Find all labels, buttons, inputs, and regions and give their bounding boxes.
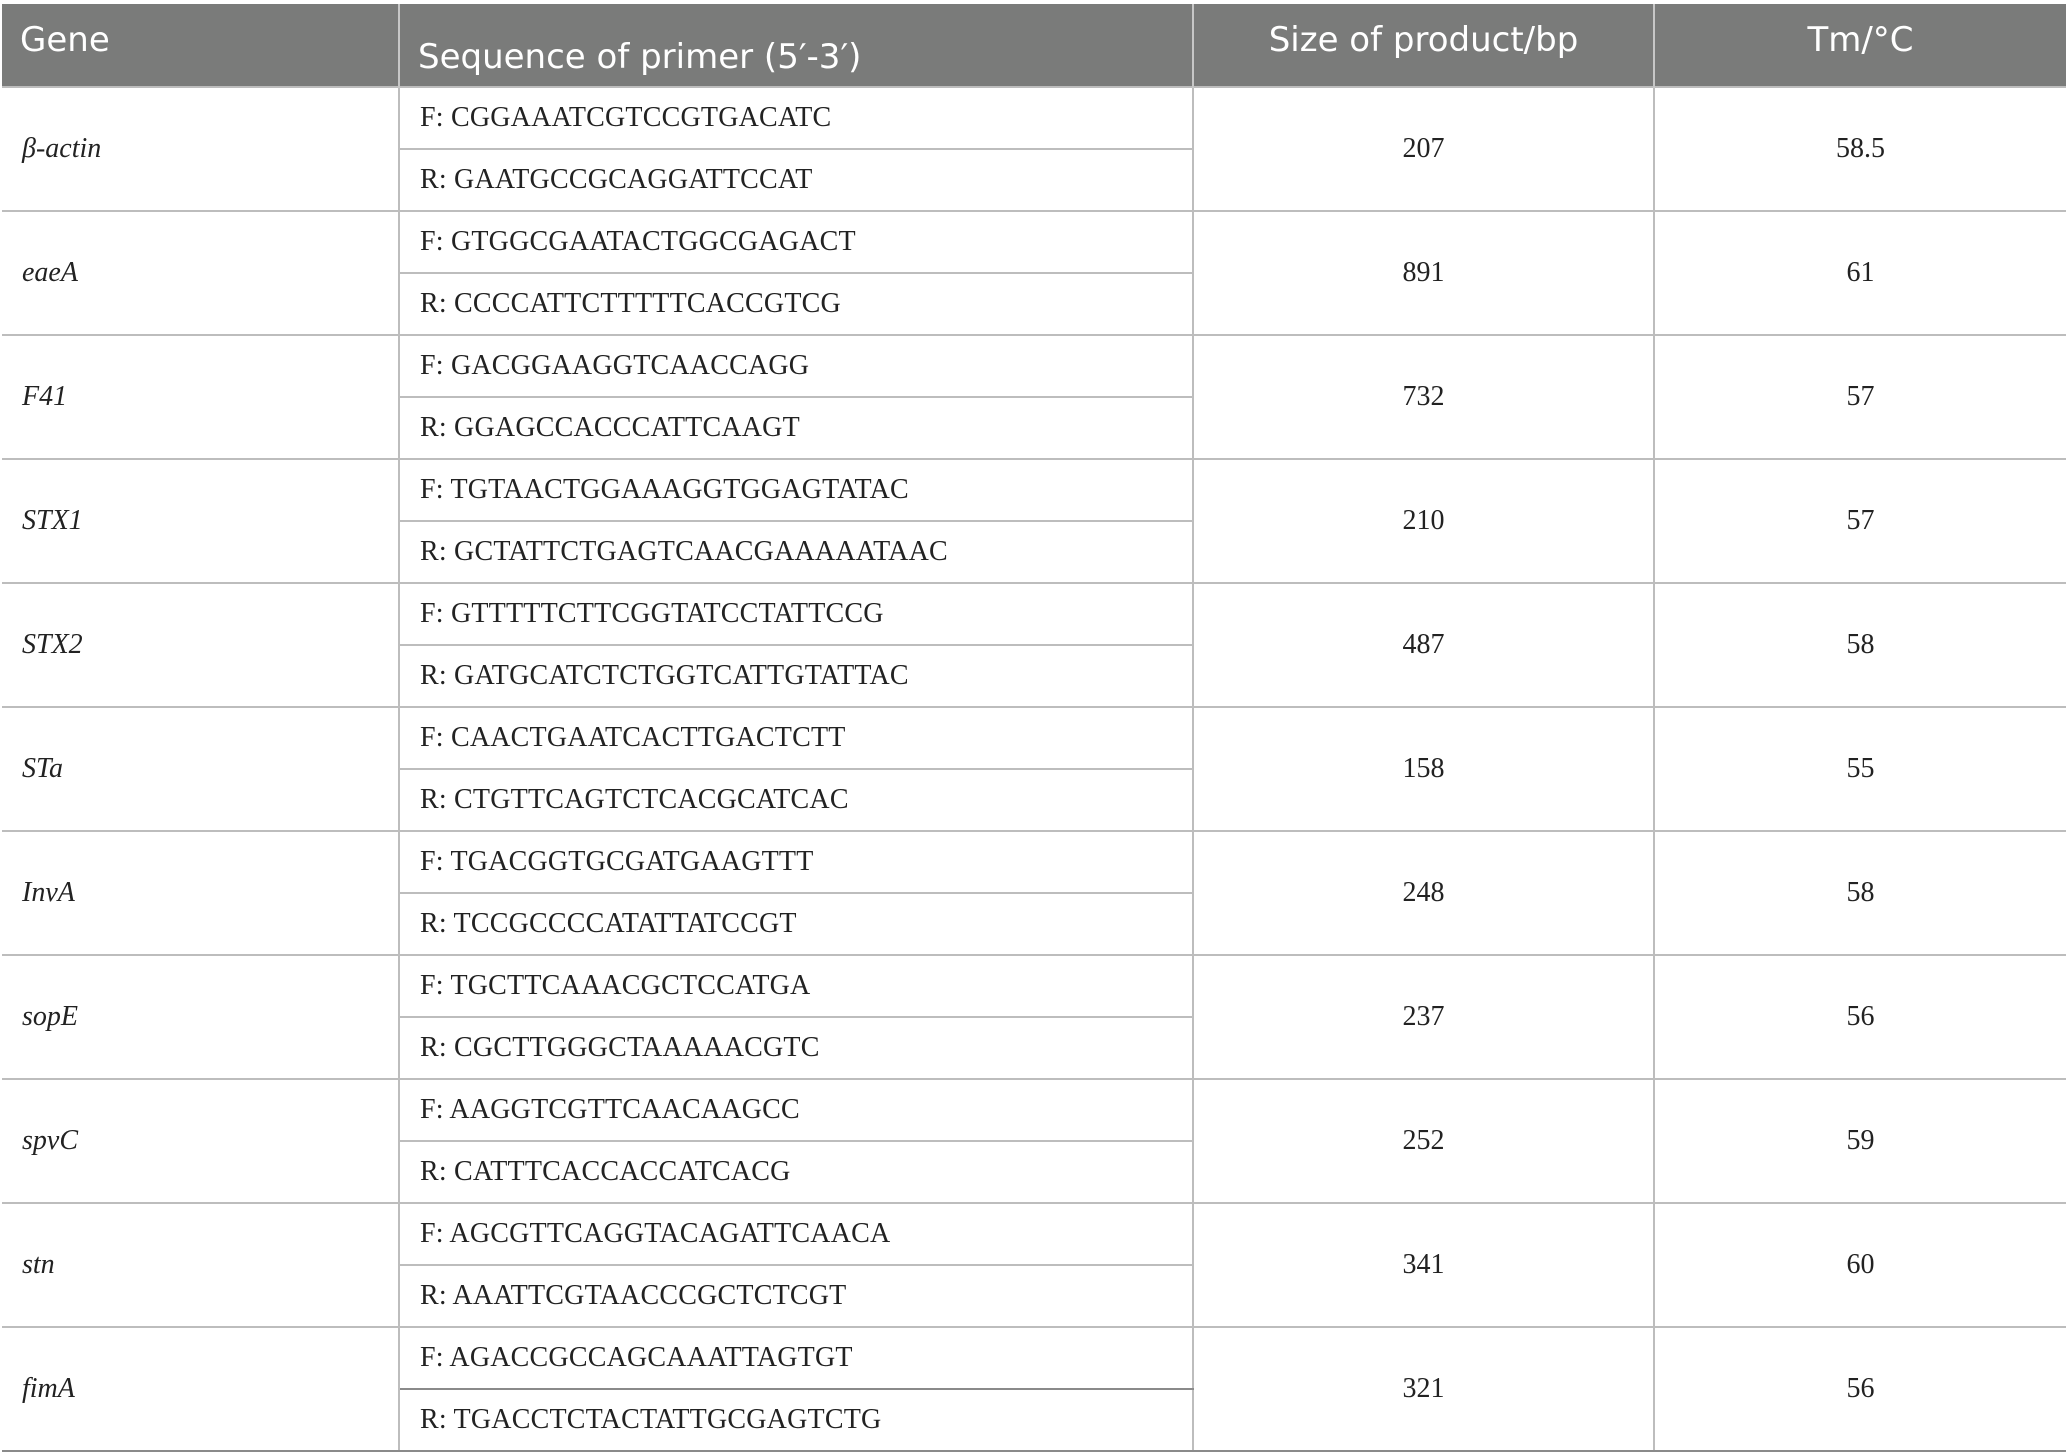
reverse-primer-cell: R: GGAGCCACCCATTCAAGT — [399, 397, 1193, 459]
table-row-forward — [2, 211, 2066, 273]
reverse-primer-cell: R: CGCTTGGGCTAAAAACGTC — [399, 1017, 1193, 1079]
gene-cell: fimA — [2, 1327, 399, 1451]
product-size-cell: 341 — [1193, 1203, 1654, 1327]
reverse-primer-cell: R: CTGTTCAGTCTCACGCATCAC — [399, 769, 1193, 831]
product-size-cell: 237 — [1193, 955, 1654, 1079]
table-row-forward — [2, 1203, 2066, 1265]
tm-cell: 56 — [1654, 955, 2066, 1079]
product-size-cell: 891 — [1193, 211, 1654, 335]
header-gene: Gene — [2, 4, 399, 87]
header-size: Size of product/bp — [1193, 4, 1654, 87]
forward-primer-cell: F: GTGGCGAATACTGGCGAGACT — [399, 211, 1193, 273]
product-size-cell: 210 — [1193, 459, 1654, 583]
gene-cell: STa — [2, 707, 399, 831]
forward-primer-cell: F: AAGGTCGTTCAACAAGCC — [399, 1079, 1193, 1141]
forward-primer-cell: F: GACGGAAGGTCAACCAGG — [399, 335, 1193, 397]
forward-primer-cell: F: GTTTTTCTTCGGTATCCTATTCCG — [399, 583, 1193, 645]
product-size-cell: 732 — [1193, 335, 1654, 459]
product-size-cell: 158 — [1193, 707, 1654, 831]
reverse-primer-cell: R: GCTATTCTGAGTCAACGAAAAATAAC — [399, 521, 1193, 583]
gene-cell: spvC — [2, 1079, 399, 1203]
table-row-forward — [2, 583, 2066, 645]
table-row-forward — [2, 459, 2066, 521]
tm-cell: 55 — [1654, 707, 2066, 831]
forward-primer-cell: F: CGGAAATCGTCCGTGACATC — [399, 87, 1193, 149]
gene-cell: F41 — [2, 335, 399, 459]
header-tm: Tm/°C — [1654, 4, 2066, 87]
reverse-primer-cell: R: TCCGCCCCATATTATCCGT — [399, 893, 1193, 955]
tm-cell: 58.5 — [1654, 87, 2066, 211]
table-row-forward — [2, 1327, 2066, 1389]
header-row — [2, 4, 2066, 87]
table-header — [2, 4, 2066, 87]
tm-cell: 57 — [1654, 335, 2066, 459]
reverse-primer-cell: R: TGACCTCTACTATTGCGAGTCTG — [399, 1389, 1193, 1451]
product-size-cell: 252 — [1193, 1079, 1654, 1203]
gene-cell: STX2 — [2, 583, 399, 707]
table-body — [2, 87, 2066, 1451]
product-size-cell: 207 — [1193, 87, 1654, 211]
product-size-cell: 321 — [1193, 1327, 1654, 1451]
primer-table — [2, 4, 2066, 1452]
tm-cell: 58 — [1654, 583, 2066, 707]
forward-primer-cell: F: TGACGGTGCGATGAAGTTT — [399, 831, 1193, 893]
product-size-cell: 487 — [1193, 583, 1654, 707]
product-size-cell: 248 — [1193, 831, 1654, 955]
reverse-primer-cell: R: CATTTCACCACCATCACG — [399, 1141, 1193, 1203]
tm-cell: 56 — [1654, 1327, 2066, 1451]
forward-primer-cell: F: AGACCGCCAGCAAATTAGTGT — [399, 1327, 1193, 1389]
gene-cell: eaeA — [2, 211, 399, 335]
forward-primer-cell: F: TGTAACTGGAAAGGTGGAGTATAC — [399, 459, 1193, 521]
table-row-forward — [2, 831, 2066, 893]
reverse-primer-cell: R: GATGCATCTCTGGTCATTGTATTAC — [399, 645, 1193, 707]
table-row-forward — [2, 1079, 2066, 1141]
forward-primer-cell: F: TGCTTCAAACGCTCCATGA — [399, 955, 1193, 1017]
table-row-forward — [2, 707, 2066, 769]
tm-cell: 61 — [1654, 211, 2066, 335]
forward-primer-cell: F: CAACTGAATCACTTGACTCTT — [399, 707, 1193, 769]
gene-cell: β-actin — [2, 87, 399, 211]
gene-cell: sopE — [2, 955, 399, 1079]
forward-primer-cell: F: AGCGTTCAGGTACAGATTCAACA — [399, 1203, 1193, 1265]
reverse-primer-cell: R: AAATTCGTAACCCGCTCTCGT — [399, 1265, 1193, 1327]
tm-cell: 59 — [1654, 1079, 2066, 1203]
reverse-primer-cell: R: CCCCATTCTTTTTCACCGTCG — [399, 273, 1193, 335]
tm-cell: 57 — [1654, 459, 2066, 583]
gene-cell: stn — [2, 1203, 399, 1327]
gene-cell: InvA — [2, 831, 399, 955]
header-sequence: Sequence of primer (5′-3′) — [399, 4, 1193, 87]
table-row-forward — [2, 87, 2066, 149]
table-row-forward — [2, 955, 2066, 1017]
tm-cell: 60 — [1654, 1203, 2066, 1327]
gene-cell: STX1 — [2, 459, 399, 583]
tm-cell: 58 — [1654, 831, 2066, 955]
table-row-forward — [2, 335, 2066, 397]
reverse-primer-cell: R: GAATGCCGCAGGATTCCAT — [399, 149, 1193, 211]
